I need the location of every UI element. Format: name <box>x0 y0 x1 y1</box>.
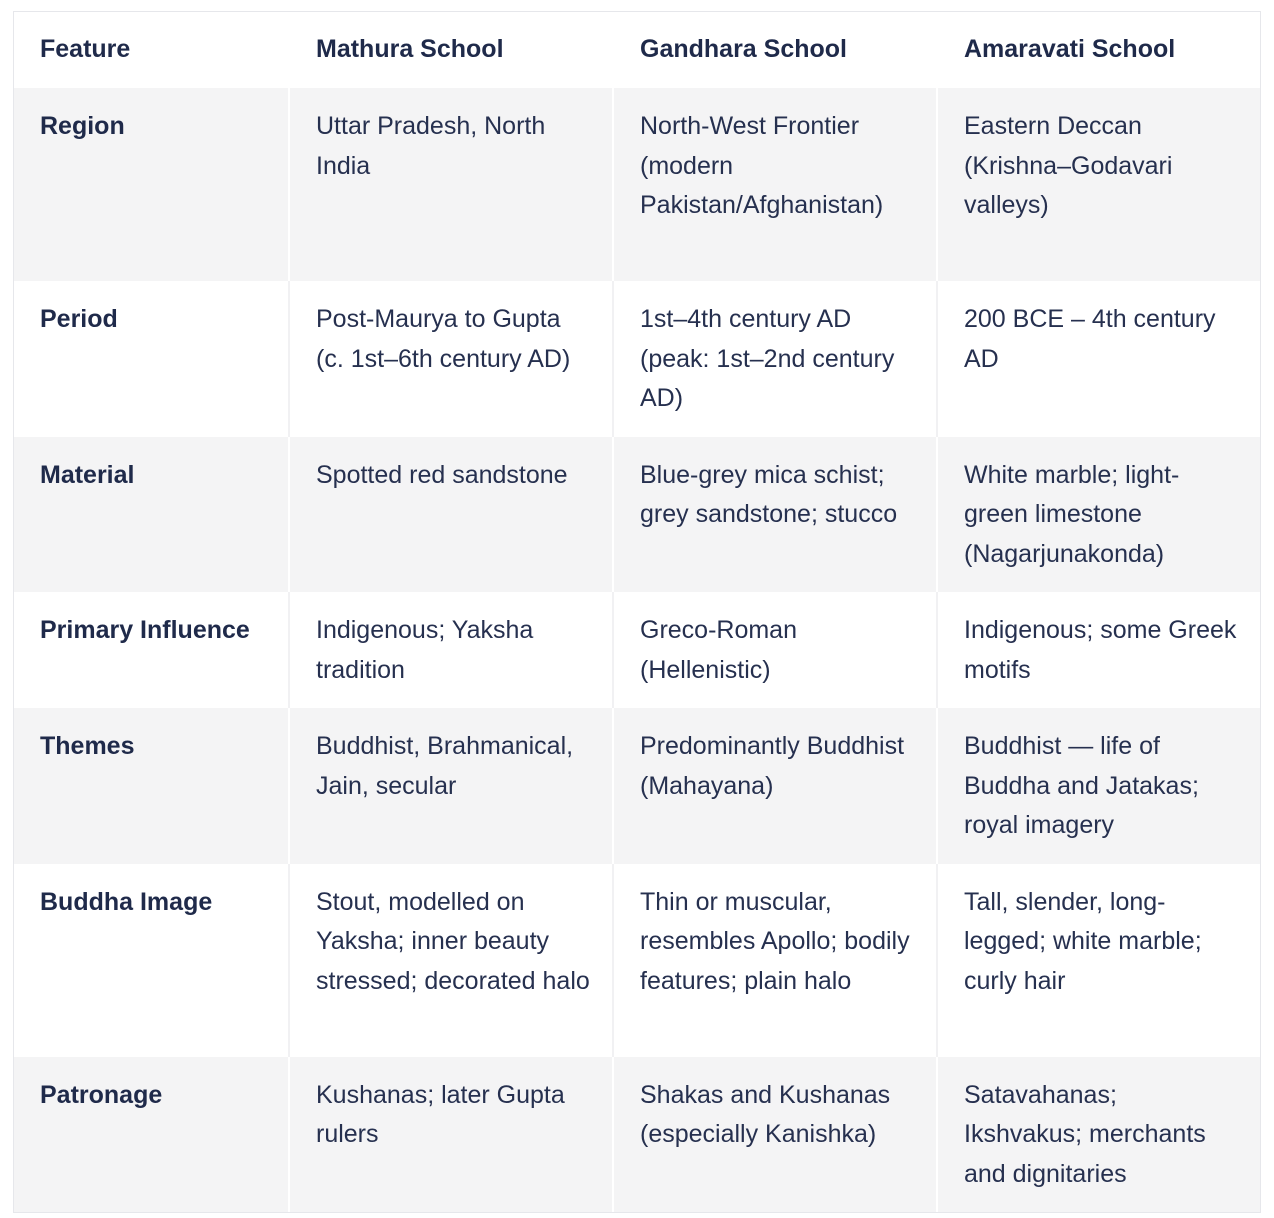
feature-cell: Primary Influence <box>40 616 250 644</box>
table-row-material <box>14 437 1260 593</box>
mathura-cell: Indigenous; Yaksha tradition <box>289 592 613 708</box>
feature-cell: Region <box>40 112 125 140</box>
mathura-cell: Post-Maurya to Gupta (c. 1st–6th century AD) <box>289 281 613 437</box>
mathura-cell: Buddhist, Brahmanical, Jain, secular <box>289 708 613 864</box>
header-gandhara-school: Gandhara School <box>613 12 937 88</box>
table-row-buddha-image <box>14 864 1260 1057</box>
header-mathura-school: Mathura School <box>289 12 613 88</box>
gandhara-cell: Greco-Roman (Hellenistic) <box>613 592 937 708</box>
table-row-region <box>14 88 1260 281</box>
amaravati-cell: Indigenous; some Greek motifs <box>937 592 1260 708</box>
amaravati-cell: White marble; light-green limestone (Nagarjunakonda) <box>937 437 1260 593</box>
gandhara-cell: 1st–4th century AD (peak: 1st–2nd century AD) <box>613 281 937 437</box>
amaravati-cell: Tall, slender, long-legged; white marble; curly hair <box>937 864 1260 1057</box>
feature-cell: Period <box>40 305 118 333</box>
amaravati-cell: Buddhist — life of Buddha and Jatakas; royal imagery <box>937 708 1260 864</box>
amaravati-cell: Eastern Deccan (Krishna–Godavari valleys) <box>937 88 1260 281</box>
table-header-row <box>14 12 1260 88</box>
header-amaravati-school: Amaravati School <box>937 12 1260 88</box>
mathura-cell: Spotted red sandstone <box>289 437 613 593</box>
gandhara-cell: Blue-grey mica schist; grey sandstone; stucco <box>613 437 937 593</box>
mathura-cell: Kushanas; later Gupta rulers <box>289 1057 613 1213</box>
amaravati-cell: Satavahanas; Ikshvakus; merchants and dignitaries <box>937 1057 1260 1213</box>
comparison-table-container <box>13 11 1261 1213</box>
gandhara-cell: North-West Frontier (modern Pakistan/Afghanistan) <box>613 88 937 281</box>
amaravati-cell: 200 BCE – 4th century AD <box>937 281 1260 437</box>
feature-cell: Patronage <box>40 1080 163 1109</box>
gandhara-cell: Thin or muscular, resembles Apollo; bodily features; plain halo <box>613 864 937 1057</box>
feature-cell: Buddha Image <box>40 887 213 916</box>
table-row-themes <box>14 708 1260 864</box>
gandhara-cell: Predominantly Buddhist (Mahayana) <box>613 708 937 864</box>
feature-cell: Material <box>40 460 135 489</box>
header-feature: Feature <box>40 35 131 63</box>
table-row-period <box>14 281 1260 437</box>
feature-cell: Themes <box>40 732 135 760</box>
table-row-primary-influence <box>14 592 1260 708</box>
art-schools-comparison-table <box>14 12 1260 1212</box>
gandhara-cell: Shakas and Kushanas (especially Kanishka) <box>613 1057 937 1213</box>
mathura-cell: Uttar Pradesh, North India <box>289 88 613 281</box>
mathura-cell: Stout, modelled on Yaksha; inner beauty stressed; decorated halo <box>289 864 613 1057</box>
table-row-patronage <box>14 1057 1260 1213</box>
